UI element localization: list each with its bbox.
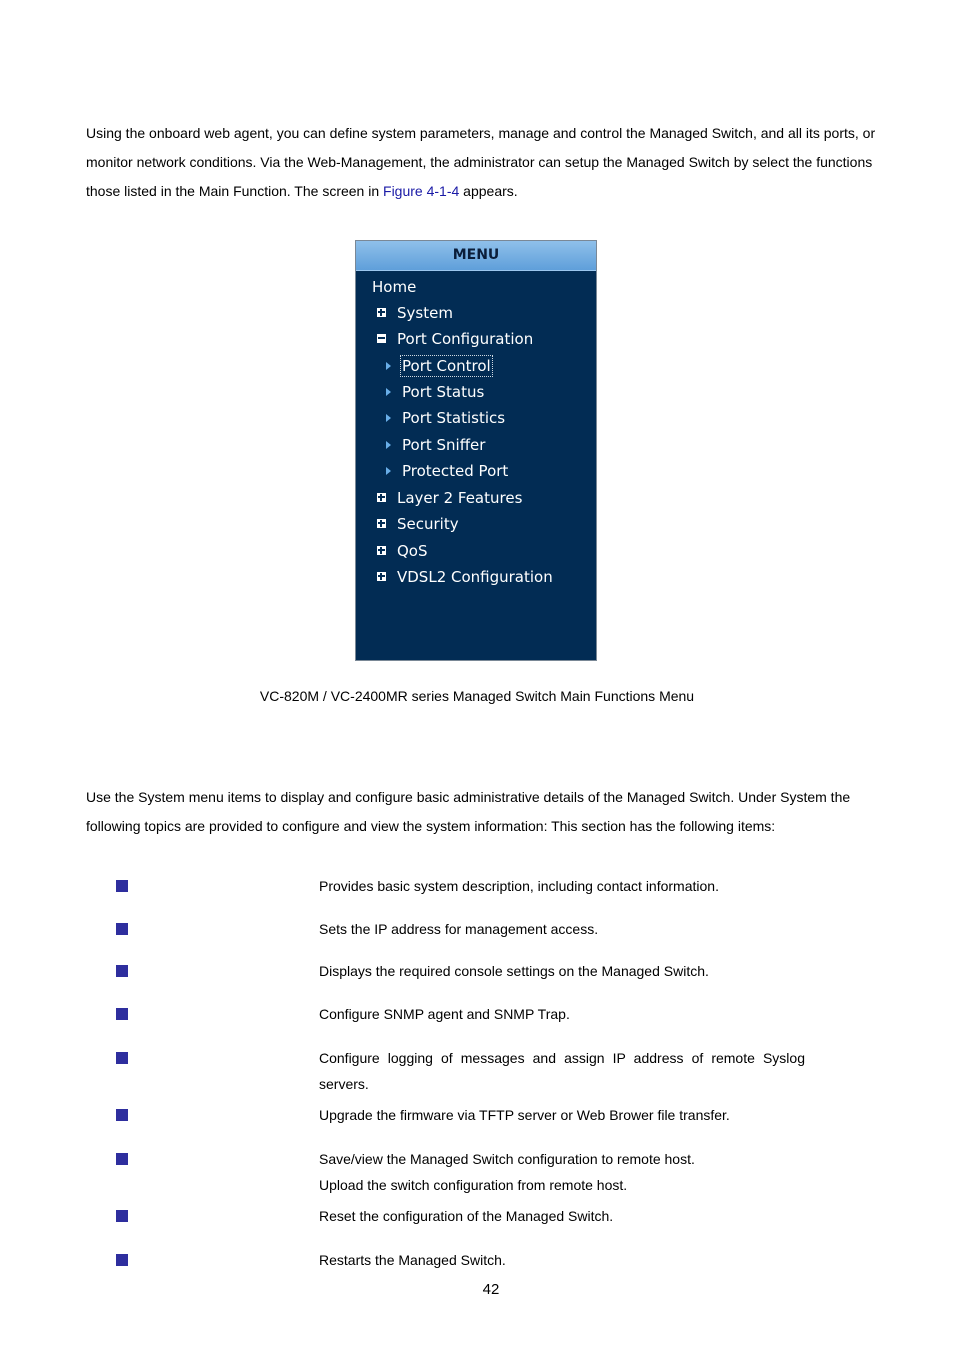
bullet-square-icon bbox=[116, 1109, 128, 1121]
figure-caption: VC-820M / VC-2400MR series Managed Switch Main Functions Menu bbox=[259, 688, 695, 704]
arrow-right-icon bbox=[386, 362, 391, 370]
figure-link[interactable]: Figure 4-1-4 bbox=[383, 183, 460, 199]
menu-item-label: Port Control bbox=[402, 357, 491, 375]
menu-item-label: Port Configuration bbox=[397, 330, 534, 348]
collapse-minus-icon[interactable] bbox=[377, 334, 386, 343]
arrow-right-icon bbox=[386, 414, 391, 422]
item-description-second-line: Upload the switch configuration from remote host. bbox=[319, 1177, 628, 1193]
item-description: Save/view the Managed Switch configuration to remote host. bbox=[319, 1151, 695, 1167]
menu-item-label: Security bbox=[397, 515, 459, 533]
arrow-right-icon bbox=[386, 441, 391, 449]
bullet-square-icon bbox=[116, 880, 128, 892]
menu-item-label: Port Statistics bbox=[402, 409, 506, 427]
bullet-square-icon bbox=[116, 1210, 128, 1222]
item-description: Restarts the Managed Switch. bbox=[319, 1252, 506, 1268]
intro-text: Using the onboard web agent, you can define system parameters, manage and control the Managed Switch, and all its ports, or monitor network conditions. Via the Web-Management, the administrator can setup the Managed Switch by select the functions those listed in the Main Function. The screen in bbox=[86, 125, 876, 199]
bullet-square-icon bbox=[116, 1052, 128, 1064]
bullet-square-icon bbox=[116, 965, 128, 977]
item-description: Displays the required console settings on the Managed Switch. bbox=[319, 963, 709, 979]
page-number: 42 bbox=[482, 1281, 500, 1298]
bullet-square-icon bbox=[116, 1254, 128, 1266]
intro-text-end: appears. bbox=[459, 183, 518, 199]
expand-plus-icon[interactable] bbox=[377, 546, 386, 555]
menu-item-label: QoS bbox=[397, 542, 428, 560]
bullet-square-icon bbox=[116, 1008, 128, 1020]
item-description: Upgrade the firmware via TFTP server or Web Brower file transfer. bbox=[319, 1107, 730, 1123]
arrow-right-icon bbox=[386, 467, 391, 475]
bullet-square-icon bbox=[116, 1153, 128, 1165]
intro-paragraph bbox=[86, 119, 876, 206]
menu-item-label: VDSL2 Configuration bbox=[397, 568, 553, 586]
menu-item-label: System bbox=[397, 304, 453, 322]
expand-plus-icon[interactable] bbox=[377, 308, 386, 317]
item-description: Configure SNMP agent and SNMP Trap. bbox=[319, 1006, 570, 1022]
expand-plus-icon[interactable] bbox=[377, 519, 386, 528]
arrow-right-icon bbox=[386, 388, 391, 396]
main-functions-menu bbox=[355, 240, 597, 661]
system-intro-paragraph: Use the System menu items to display and configure basic administrative details of the Managed Switch. Under System the following topics are provided to configure and view the system information: This section has the following items: bbox=[86, 789, 851, 834]
item-description: Configure logging of messages and assign IP address of remote Syslog servers. bbox=[319, 1050, 805, 1092]
menu-item-label: Home bbox=[372, 278, 417, 296]
expand-plus-icon[interactable] bbox=[377, 572, 386, 581]
expand-plus-icon[interactable] bbox=[377, 493, 386, 502]
item-description: Sets the IP address for management access. bbox=[319, 921, 599, 937]
menu-item-label: Port Sniffer bbox=[402, 436, 486, 454]
menu-item-label: Port Status bbox=[402, 383, 485, 401]
menu-header: MENU bbox=[356, 241, 596, 271]
menu-item-label: Layer 2 Features bbox=[397, 489, 523, 507]
bullet-square-icon bbox=[116, 923, 128, 935]
menu-item-label: Protected Port bbox=[402, 462, 509, 480]
item-description: Reset the configuration of the Managed Switch. bbox=[319, 1208, 614, 1224]
item-description: Provides basic system description, including contact information. bbox=[319, 878, 719, 894]
